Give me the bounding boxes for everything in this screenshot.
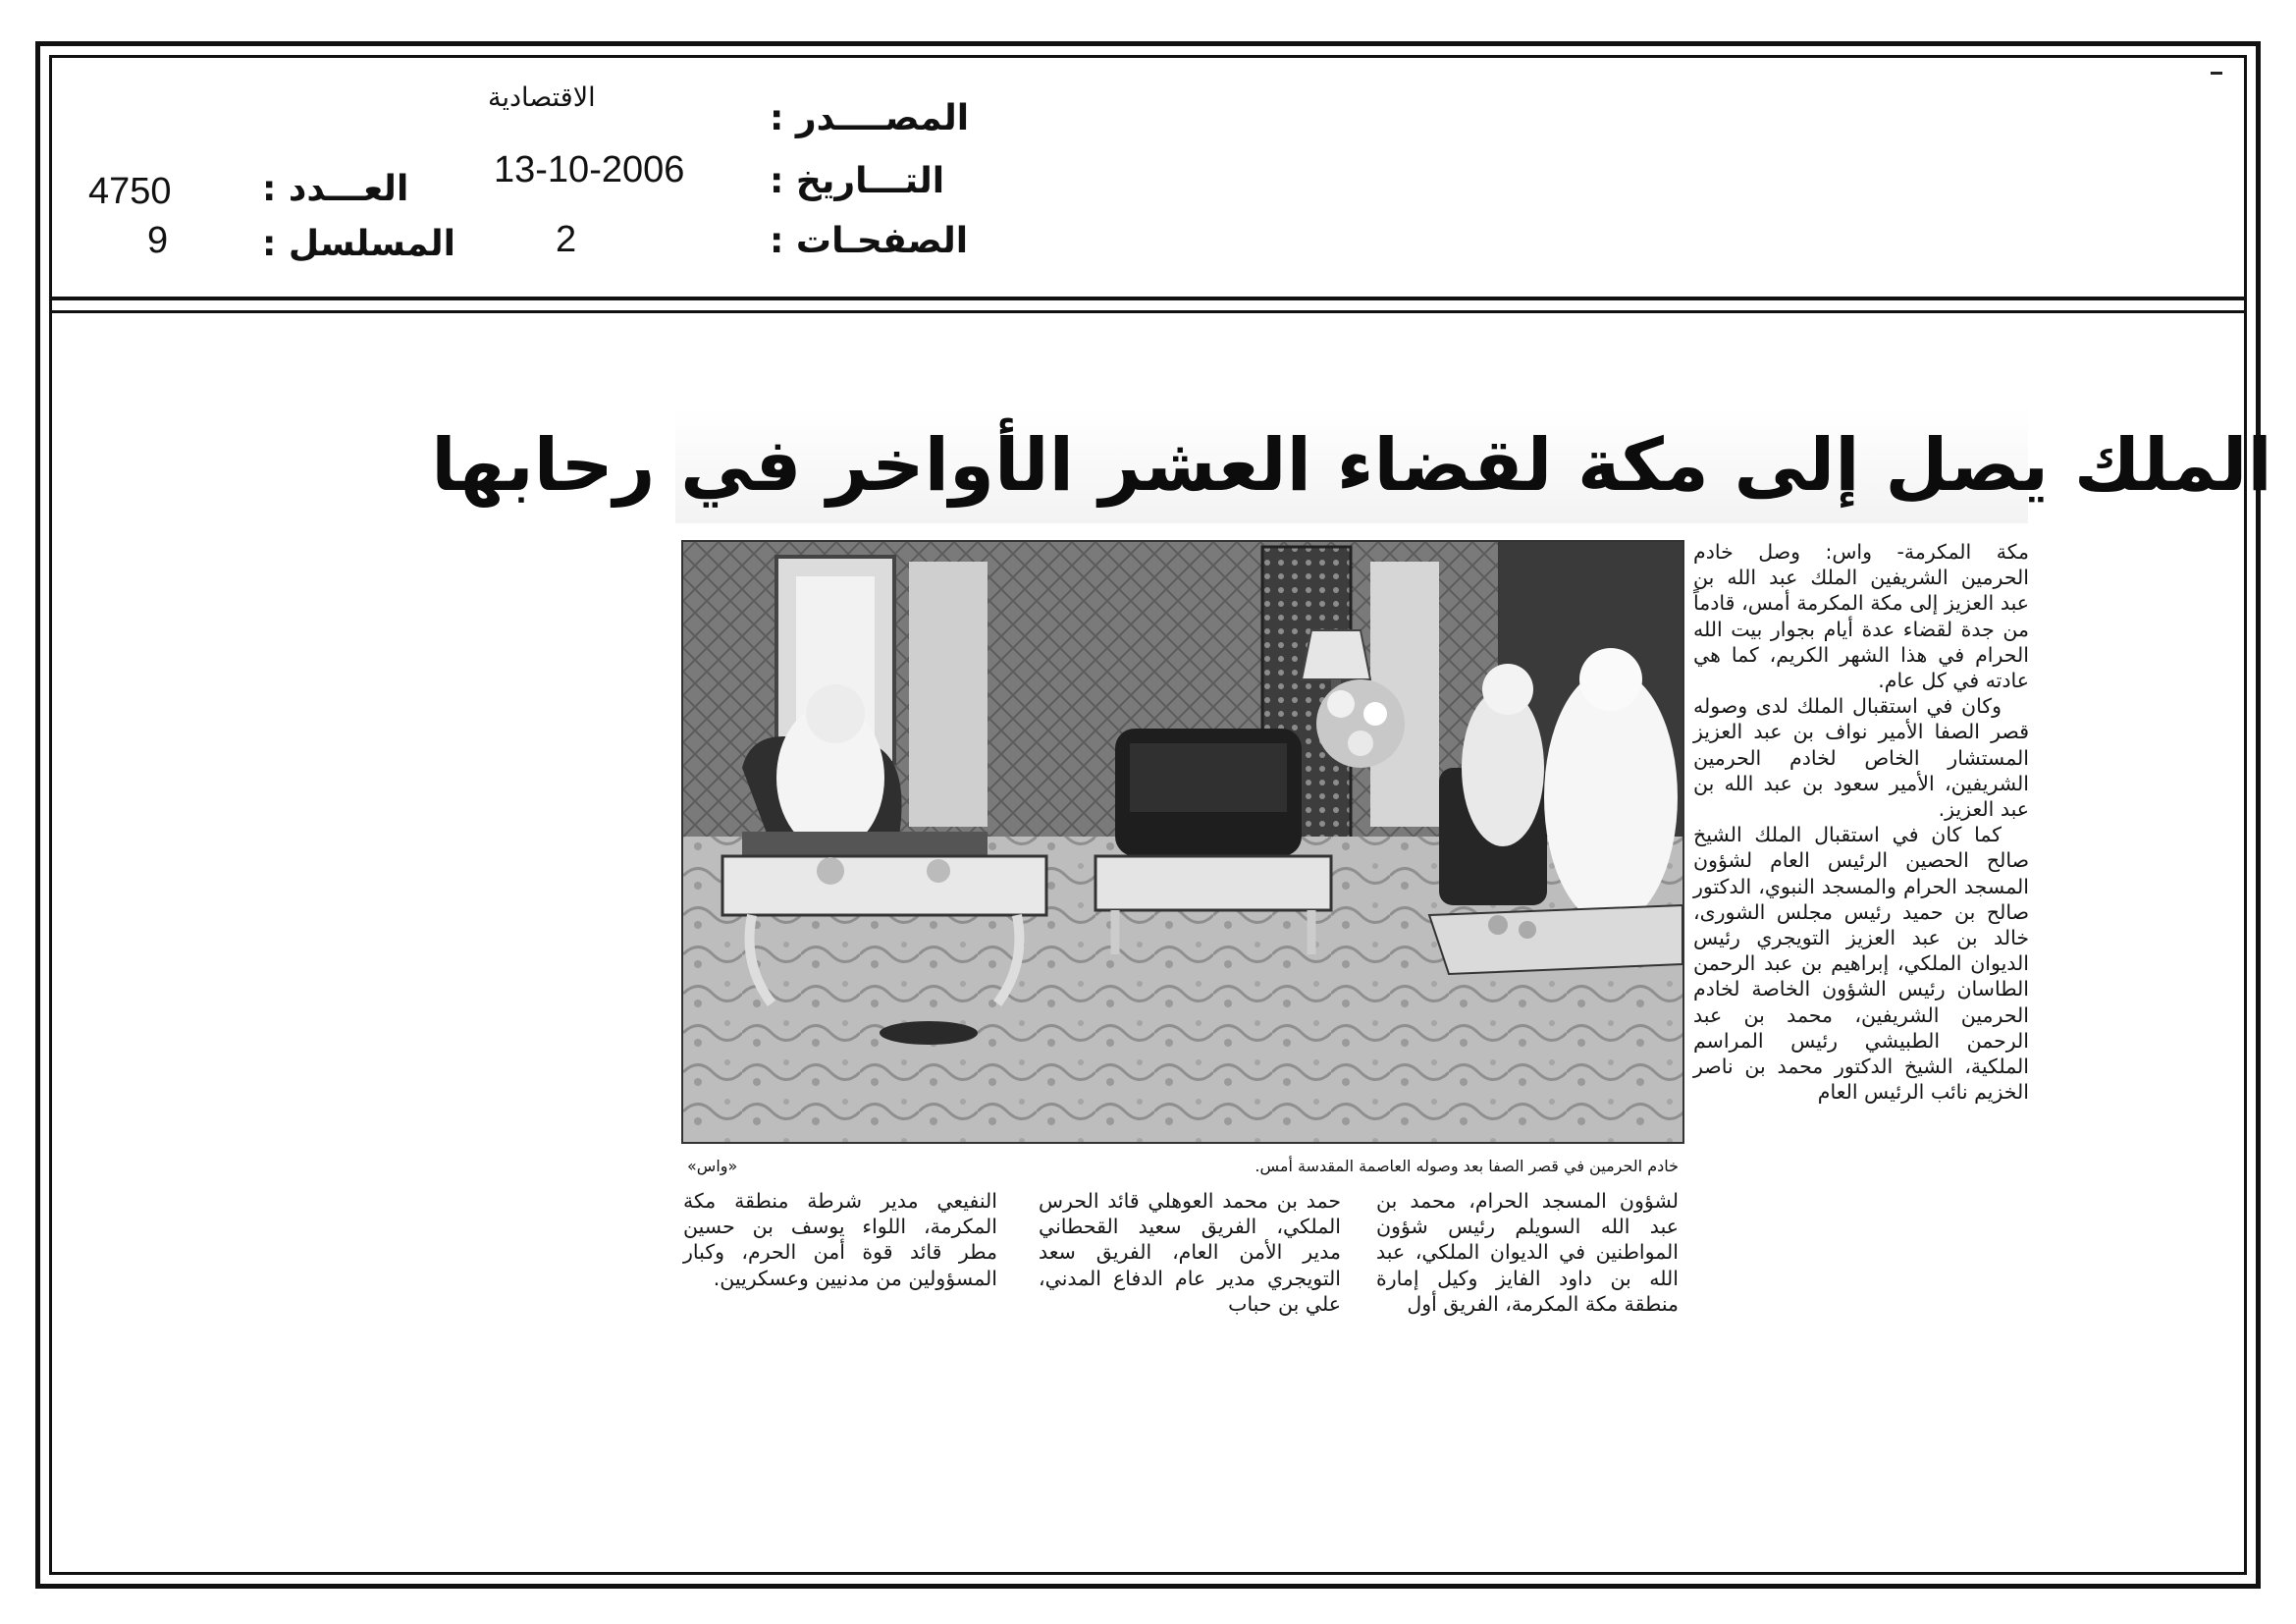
pages-label: الصفحـات : bbox=[770, 221, 969, 261]
date-label: التـــاريخ : bbox=[770, 161, 945, 201]
article-column-1 bbox=[1693, 539, 2029, 1325]
article-paragraph: كما كان في استقبال الملك الشيخ صالح الحصين الرئيس العام لشؤون المسجد الحرام والمسجد النبوي، الدكتور صالح بن حميد رئيس مجلس الشورى، خالد بن عبد العزيز التويجري رئيس الديوان الملكي، إبراهيم بن عبد الرحمن الطاسان رئيس الشؤون الخاصة لخادم الحرمين الشريفين، محمد بن عبد الرحمن الطبيشي رئيس المراسم الملكية، الشيخ الدكتور محمد بن ناصر الخزيم نائب الرئيس العام bbox=[1693, 823, 2029, 1105]
corner-mark bbox=[2211, 72, 2222, 75]
date-value: 13-10-2006 bbox=[494, 149, 685, 190]
issue-value: 4750 bbox=[88, 171, 172, 212]
source-value: الاقتصادية bbox=[488, 82, 596, 113]
photo-caption: خادم الحرمين في قصر الصفا بعد وصوله العاصمة المقدسة أمس. bbox=[1255, 1156, 1679, 1175]
issue-label: العـــدد : bbox=[262, 169, 409, 209]
article-paragraph: لشؤون المسجد الحرام، محمد بن عبد الله السويلم رئيس شؤون المواطنين في الديوان الملكي، عبد الله بن داود الفايز وكيل إمارة منطقة مكة المكرمة، الفريق أول bbox=[1376, 1189, 1679, 1316]
article-paragraph: وكان في استقبال الملك لدى وصوله قصر الصفا الأمير نواف بن عبد العزيز المستشار الخاص لخادم الحرمين الشريفين، الأمير سعود بن عبد الله بن عبد العزيز. bbox=[1693, 694, 2029, 822]
article-paragraph: النفيعي مدير شرطة منطقة مكة المكرمة، اللواء يوسف بن حسين مطر قائد قوة أمن الحرم، وكبار المسؤولين من مدنيين وعسكريين. bbox=[683, 1189, 997, 1290]
article-column-2 bbox=[1376, 1188, 1679, 1335]
serial-value: 9 bbox=[147, 220, 169, 261]
source-label: المصــــدر : bbox=[770, 98, 970, 138]
serial-label: المسلسل : bbox=[262, 224, 456, 264]
header-divider bbox=[49, 297, 2247, 300]
photo-caption-bar bbox=[687, 1151, 1679, 1180]
article-paragraph: حمد بن محمد العوهلي قائد الحرس الملكي، الفريق سعيد القحطاني مدير الأمن العام، الفريق سعد التويجري مدير عام الدفاع المدني، علي بن حباب bbox=[1039, 1189, 1341, 1316]
article-paragraph: مكة المكرمة- واس: وصل خادم الحرمين الشريفين الملك عبد الله بن عبد العزيز إلى مكة المكرمة أمس، قادماً من جدة لقضاء عدة أيام بجوار بيت الله الحرام في هذا الشهر الكريم، كما هي عادته في كل عام. bbox=[1693, 540, 2029, 693]
pages-value: 2 bbox=[556, 219, 577, 260]
header-divider-inner bbox=[49, 310, 2247, 313]
article-column-4 bbox=[683, 1188, 997, 1335]
photo-credit: «واس» bbox=[687, 1156, 738, 1175]
article-column-3 bbox=[1039, 1188, 1341, 1335]
article-headline: الملك يصل إلى مكة لقضاء العشر الأواخر في رحابها bbox=[675, 407, 2028, 523]
article-photo bbox=[681, 540, 1684, 1144]
